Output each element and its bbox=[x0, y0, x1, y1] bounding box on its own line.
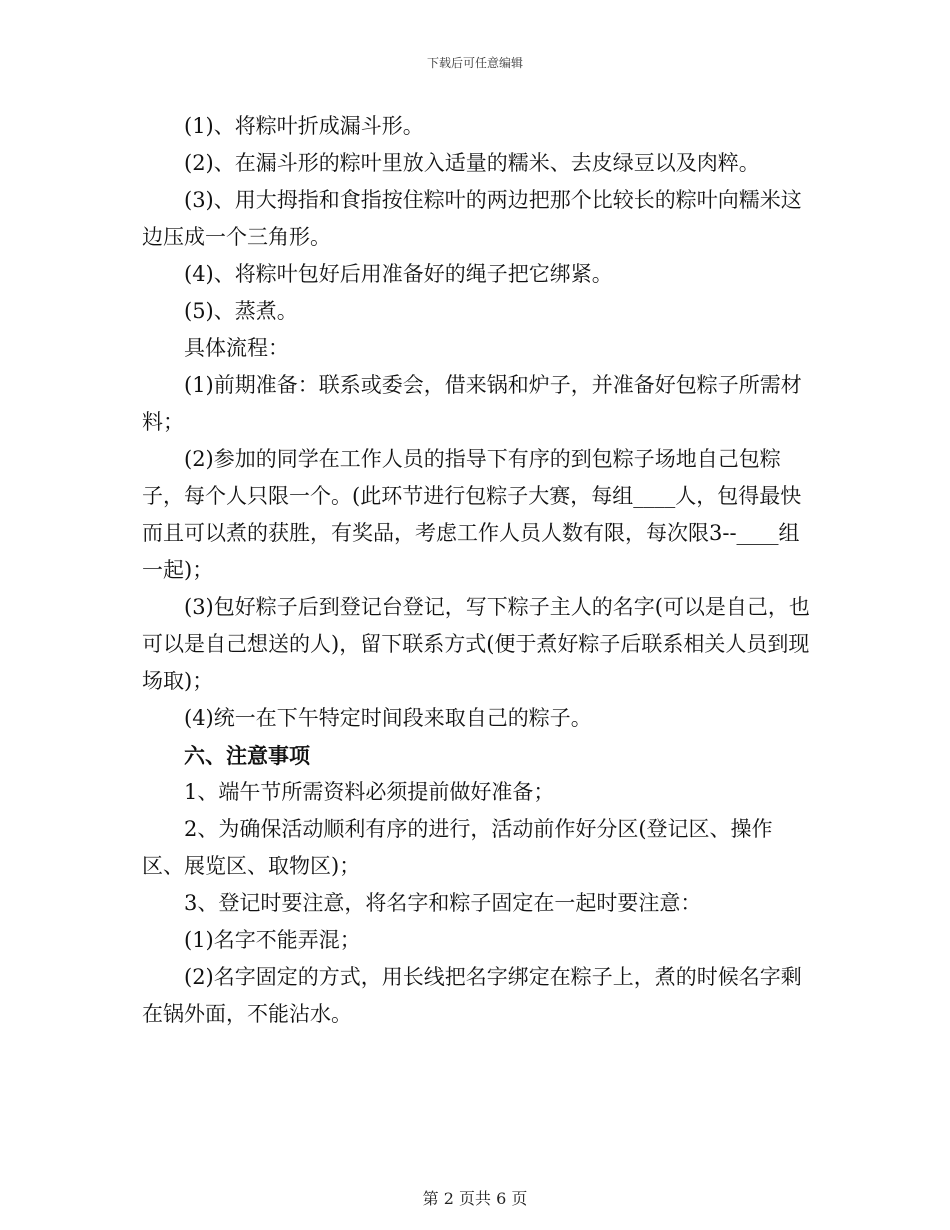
paragraph: 3、登记时要注意，将名字和粽子固定在一起时要注意： bbox=[184, 891, 702, 915]
paragraph: (5)、蒸煮。 bbox=[184, 299, 298, 323]
document-body bbox=[142, 108, 810, 1033]
paragraph: 2、为确保活动顺利有序的进行，活动前作好分区(登记区、操作区、展览区、取物区)； bbox=[142, 817, 773, 878]
paragraph: (1)名字不能弄混； bbox=[184, 928, 361, 952]
paragraph: (4)、将粽叶包好后用准备好的绳子把它绑紧。 bbox=[184, 262, 613, 286]
paragraph: (1)前期准备：联系或委会，借来锅和炉子，并准备好包粽子所需材料； bbox=[142, 373, 802, 434]
paragraph: 具体流程： bbox=[184, 336, 289, 360]
paragraph: (2)参加的同学在工作人员的指导下有序的到包粽子场地自己包粽子，每个人只限一个。(此环节进行包粽子大赛，每组____人，包得最快而且可以煮的获胜，有奖品，考虑工作人员人数有限，每次限3--____组一起)； bbox=[142, 447, 802, 582]
paragraph: (4)统一在下午特定时间段来取自己的粽子。 bbox=[184, 706, 592, 730]
page-footer: 第 2 页共 6 页 bbox=[422, 1189, 528, 1208]
paragraph: (2)、在漏斗形的粽叶里放入适量的糯米、去皮绿豆以及肉粹。 bbox=[184, 151, 760, 175]
section-heading: 六、注意事项 bbox=[184, 743, 310, 768]
paragraph: (3)包好粽子后到登记台登记，写下粽子主人的名字(可以是自己，也可以是自己想送的人)，留下联系方式(便于煮好粽子后联系相关人员到现场取)； bbox=[142, 595, 810, 693]
paragraph: 1、端午节所需资料必须提前做好准备； bbox=[184, 780, 555, 804]
paragraph: (2)名字固定的方式，用长线把名字绑定在粽子上，煮的时候名字剩在锅外面，不能沾水。 bbox=[142, 965, 802, 1026]
paragraph: (3)、用大拇指和食指按住粽叶的两边把那个比较长的粽叶向糯米这边压成一个三角形。 bbox=[142, 188, 802, 249]
page-header: 下载后可任意编辑 bbox=[426, 56, 523, 70]
paragraph: (1)、将粽叶折成漏斗形。 bbox=[184, 114, 424, 138]
